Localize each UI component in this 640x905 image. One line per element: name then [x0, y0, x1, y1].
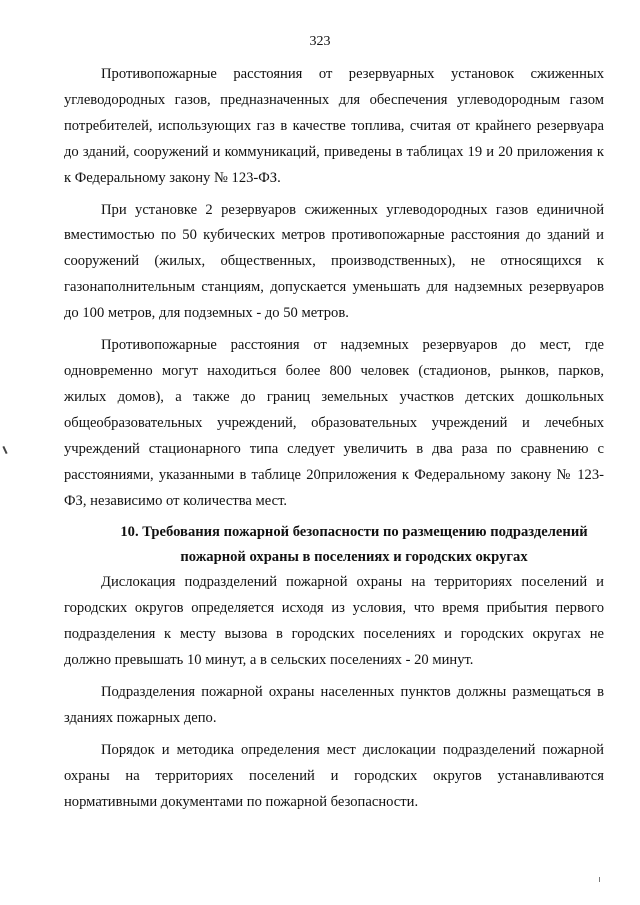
- section-heading-line-1: 10. Требования пожарной безопасности по размещению подразделений: [120, 524, 588, 541]
- scan-mark: [599, 877, 600, 882]
- paragraph-crowded-places-distances: Противопожарные расстояния от надземных резервуаров до мест, где одновременно могут находиться более 800 человек (стадионов, рынков, парков, жилых домов), а также до границ земельных участков детских дошкольных общеобразовательных учреждений, образовательных учреждений и лечебных учреждений стационарного типа следует увеличить в два раза по сравнению с расстояниями, указанными в таблице 20приложения к Федеральному закону № 123-ФЗ, независимо от количества мест.: [64, 337, 604, 509]
- section-heading: [64, 520, 604, 570]
- page-number: 323: [309, 34, 331, 49]
- paragraph-fire-depot-placement: Подразделения пожарной охраны населенных пунктов должны размещаться в зданиях пожарных депо.: [64, 684, 604, 726]
- scan-mark: [2, 446, 7, 454]
- paragraph-lpg-tank-distances: Противопожарные расстояния от резервуарных установок сжиженных углеводородных газов, предназначенных для обеспечения углеводородным газом потребителей, использующих газ в качестве топлива, считая от крайнего резервуара до зданий, сооружений и коммуникаций, приведены в таблицах 19 и 20 приложения к к Федеральному закону № 123-ФЗ.: [64, 66, 604, 186]
- section-heading-line-2: пожарной охраны в поселениях и городских округах: [180, 549, 528, 566]
- paragraph-dislocation-methodology: Порядок и методика определения мест дислокации подразделений пожарной охраны на территориях поселений и городских округов устанавливаются нормативными документами по пожарной безопасности.: [64, 741, 604, 810]
- document-body: [64, 62, 604, 822]
- paragraph-fire-units-dislocation: Дислокация подразделений пожарной охраны на территориях поселений и городских округов определяется исходя из условия, что время прибытия первого подразделения к месту вызова в городских поселениях и городских округах не должно превышать 10 минут, а в сельских поселениях - 20 минут.: [64, 574, 604, 669]
- paragraph-two-tanks-reduction: При установке 2 резервуаров сжиженных углеводородных газов единичной вместимостью по 50 кубических метров противопожарные расстояния до зданий и сооружений (жилых, общественных, производственных), не относящихся к газонаполнительным станциям, допускается уменьшать для надземных резервуаров до 100 метров, для подземных - до 50 метров.: [64, 201, 604, 322]
